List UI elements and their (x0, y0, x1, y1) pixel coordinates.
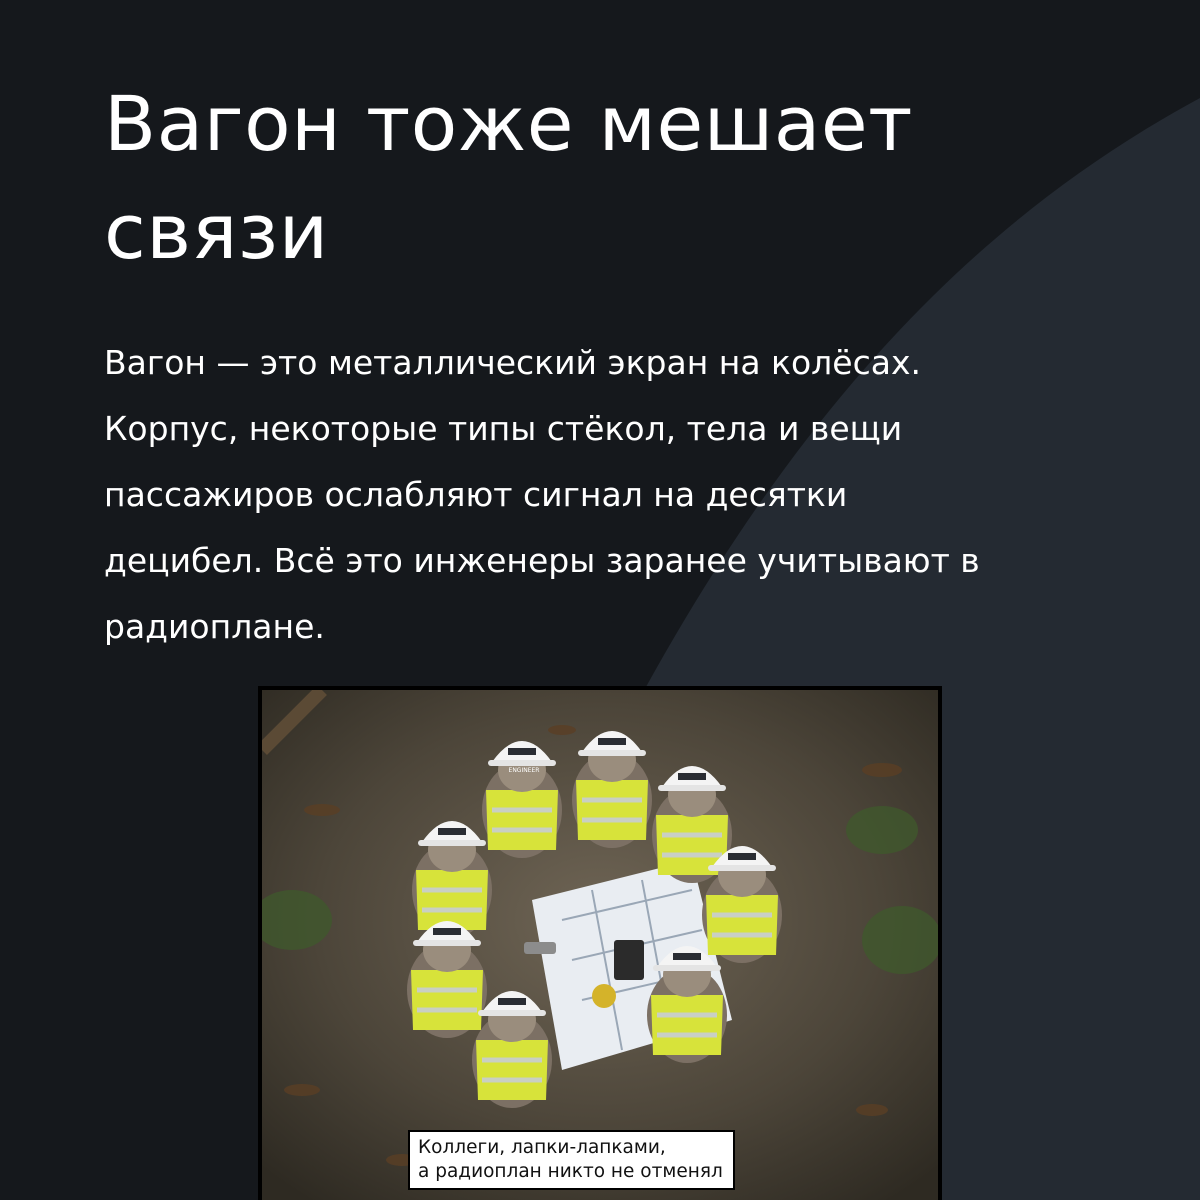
caption-line-2: а радиоплан никто не отменял (418, 1161, 723, 1182)
body-line-1: Вагон — это металлический экран на колёсах. (104, 343, 921, 382)
body-line-3: пассажиров ослабляют сигнал на десятки (104, 475, 848, 514)
title-line-2: связи (104, 187, 329, 276)
photo-illustration (262, 690, 938, 1200)
calculator-icon (614, 940, 644, 980)
eraser-icon (524, 942, 556, 954)
slide-body-text (104, 330, 1114, 660)
slide-title (104, 70, 1104, 286)
body-line-4: децибел. Всё это инженеры заранее учитывают в (104, 541, 980, 580)
caption-line-1: Коллеги, лапки-лапками, (418, 1137, 666, 1158)
body-line-5: радиоплане. (104, 607, 325, 646)
body-line-2: Корпус, некоторые типы стёкол, тела и вещи (104, 409, 903, 448)
title-line-1: Вагон тоже мешает (104, 79, 913, 168)
helmet-label: ENGINEER (508, 767, 540, 774)
photo-caption (408, 1130, 735, 1190)
engineer-cats-photo (258, 686, 942, 1200)
tape-measure-icon (592, 984, 616, 1008)
